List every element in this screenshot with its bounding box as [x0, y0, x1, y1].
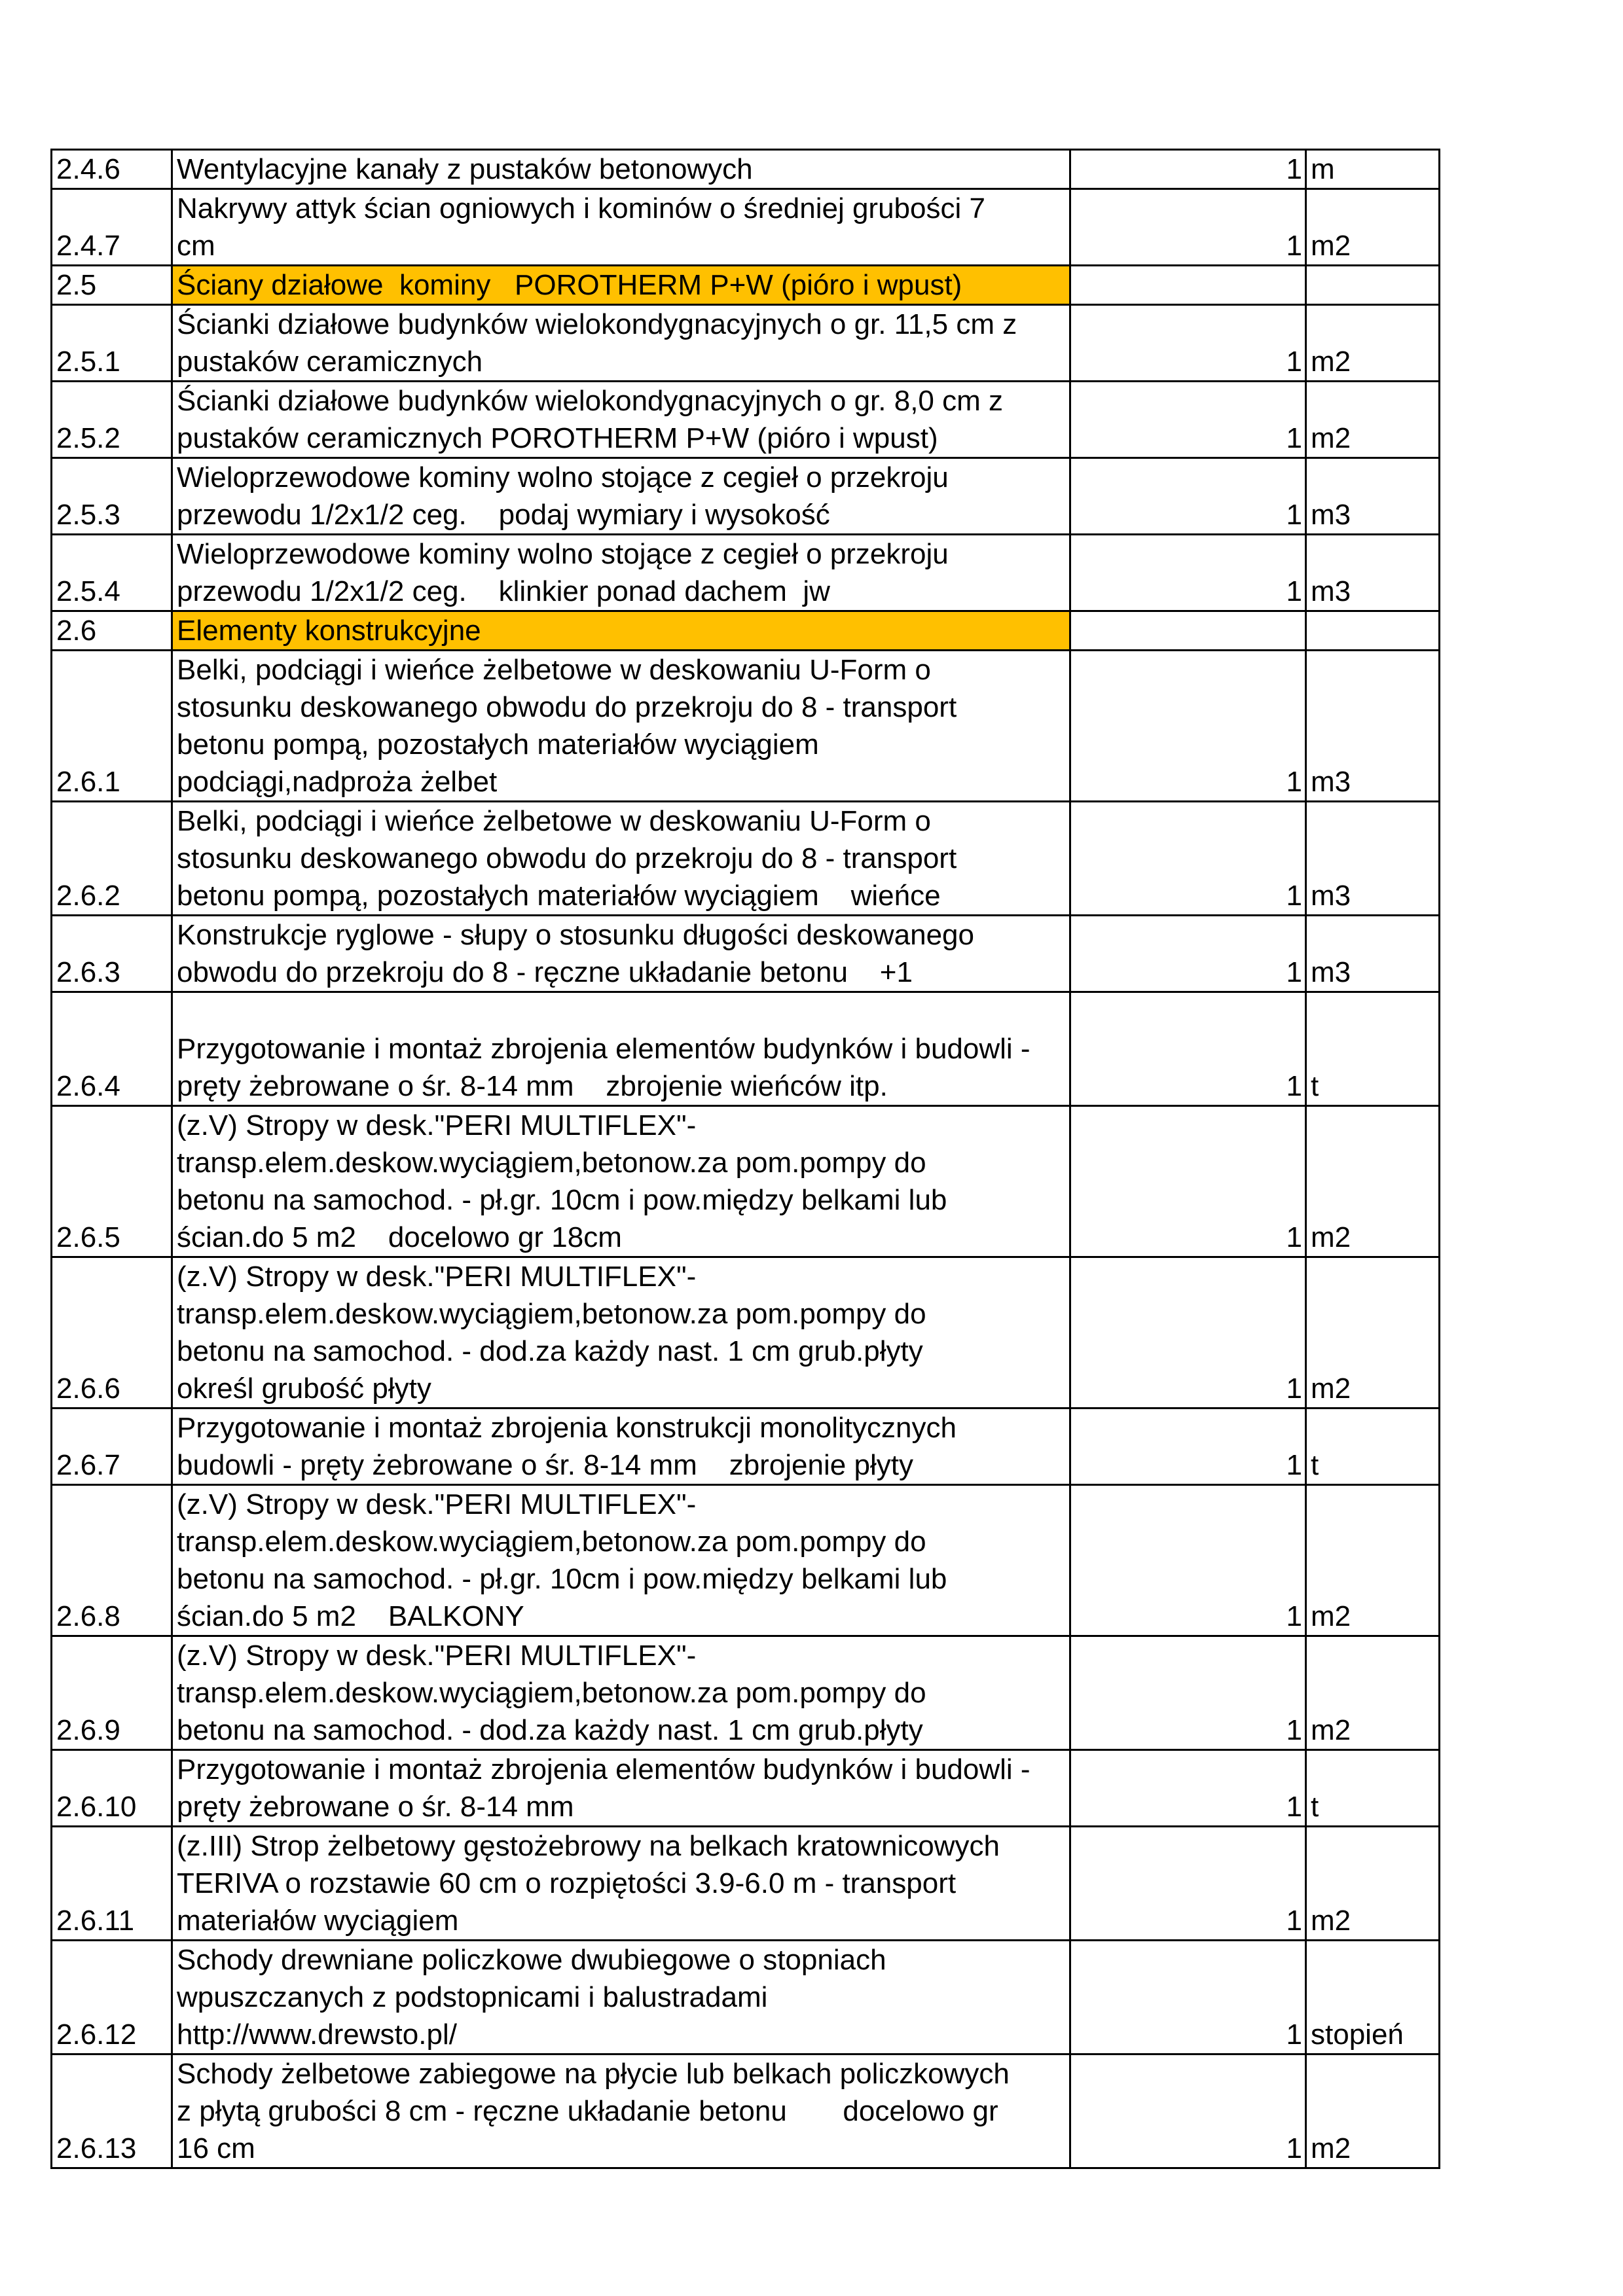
item-number: 2.6.6 [52, 1257, 172, 1408]
item-description: Ścianki działowe budynków wielokondygnacyjnych o gr. 11,5 cm z pustaków ceramicznych [172, 305, 1070, 382]
item-number: 2.4.7 [52, 189, 172, 266]
item-quantity: 1 [1070, 1485, 1306, 1636]
table-row [52, 150, 1440, 189]
item-description: (z.V) Stropy w desk."PERI MULTIFLEX"- transp.elem.deskow.wyciągiem,betonow.za pom.pompy do betonu na samochod. - pł.gr. 10cm i pow.między belkami lub ścian.do 5 m2 BALKONY [172, 1485, 1070, 1636]
item-unit: m3 [1306, 916, 1440, 992]
item-number: 2.5 [52, 266, 172, 305]
item-quantity: 1 [1070, 916, 1306, 992]
item-quantity: 1 [1070, 1636, 1306, 1750]
item-description: Wieloprzewodowe kominy wolno stojące z cegieł o przekroju przewodu 1/2x1/2 ceg. klinkier ponad dachem jw [172, 535, 1070, 611]
item-quantity: 1 [1070, 1257, 1306, 1408]
item-unit: m3 [1306, 458, 1440, 535]
item-unit: t [1306, 1750, 1440, 1827]
item-number: 2.5.3 [52, 458, 172, 535]
table-row [52, 189, 1440, 266]
item-quantity: 1 [1070, 651, 1306, 802]
item-description: Konstrukcje ryglowe - słupy o stosunku długości deskowanego obwodu do przekroju do 8 - ręczne układanie betonu +1 [172, 916, 1070, 992]
item-quantity: 1 [1070, 458, 1306, 535]
section-row [52, 266, 1440, 305]
item-description: Ściany działowe kominy POROTHERM P+W (pióro i wpust) [172, 266, 1070, 305]
item-quantity: 1 [1070, 1408, 1306, 1485]
item-unit: m2 [1306, 1485, 1440, 1636]
item-quantity: 1 [1070, 535, 1306, 611]
item-number: 2.6.1 [52, 651, 172, 802]
table-row [52, 305, 1440, 382]
table-row [52, 1827, 1440, 1941]
table-row [52, 802, 1440, 916]
item-number: 2.5.4 [52, 535, 172, 611]
item-quantity: 1 [1070, 1106, 1306, 1257]
table-row [52, 1750, 1440, 1827]
item-unit: m2 [1306, 382, 1440, 458]
table-row [52, 382, 1440, 458]
item-description: Elementy konstrukcyjne [172, 611, 1070, 651]
item-quantity: 1 [1070, 305, 1306, 382]
item-unit: m2 [1306, 1827, 1440, 1941]
item-description: Schody drewniane policzkowe dwubiegowe o stopniach wpuszczanych z podstopnicami i balustradami http://www.drewsto.pl/ [172, 1941, 1070, 2054]
table-row [52, 1636, 1440, 1750]
item-number: 2.6.10 [52, 1750, 172, 1827]
item-description: (z.V) Stropy w desk."PERI MULTIFLEX"- transp.elem.deskow.wyciągiem,betonow.za pom.pompy do betonu na samochod. - dod.za każdy nast. 1 cm grub.płyty [172, 1636, 1070, 1750]
item-quantity: 1 [1070, 1750, 1306, 1827]
item-description: (z.V) Stropy w desk."PERI MULTIFLEX"- transp.elem.deskow.wyciągiem,betonow.za pom.pompy do betonu na samochod. - pł.gr. 10cm i pow.między belkami lub ścian.do 5 m2 docelowo gr 18cm [172, 1106, 1070, 1257]
item-quantity: 1 [1070, 1827, 1306, 1941]
item-unit: t [1306, 1408, 1440, 1485]
item-unit: m2 [1306, 1106, 1440, 1257]
item-unit: m [1306, 150, 1440, 189]
item-unit: m2 [1306, 305, 1440, 382]
item-quantity: 1 [1070, 150, 1306, 189]
item-number: 2.4.6 [52, 150, 172, 189]
item-quantity: 1 [1070, 1941, 1306, 2054]
cost-estimate-table [50, 149, 1440, 2169]
item-unit: m3 [1306, 651, 1440, 802]
item-description: Nakrywy attyk ścian ogniowych i kominów o średniej grubości 7 cm [172, 189, 1070, 266]
item-quantity [1070, 611, 1306, 651]
item-quantity: 1 [1070, 992, 1306, 1106]
table-row [52, 1106, 1440, 1257]
table-row [52, 1408, 1440, 1485]
table-body [52, 150, 1440, 2168]
item-quantity [1070, 266, 1306, 305]
section-row [52, 611, 1440, 651]
item-unit: m3 [1306, 535, 1440, 611]
item-description: Przygotowanie i montaż zbrojenia elementów budynków i budowli - pręty żebrowane o śr. 8-14 mm [172, 1750, 1070, 1827]
table-row [52, 651, 1440, 802]
item-unit: m2 [1306, 2054, 1440, 2168]
item-number: 2.6.5 [52, 1106, 172, 1257]
table-row [52, 535, 1440, 611]
item-number: 2.6.2 [52, 802, 172, 916]
item-number: 2.6 [52, 611, 172, 651]
item-quantity: 1 [1070, 382, 1306, 458]
table-row [52, 1941, 1440, 2054]
item-quantity: 1 [1070, 2054, 1306, 2168]
item-description: Wieloprzewodowe kominy wolno stojące z cegieł o przekroju przewodu 1/2x1/2 ceg. podaj wymiary i wysokość [172, 458, 1070, 535]
item-unit: m3 [1306, 802, 1440, 916]
item-description: Przygotowanie i montaż zbrojenia elementów budynków i budowli - pręty żebrowane o śr. 8-14 mm zbrojenie wieńców itp. [172, 992, 1070, 1106]
item-number: 2.6.11 [52, 1827, 172, 1941]
item-number: 2.6.4 [52, 992, 172, 1106]
item-number: 2.6.13 [52, 2054, 172, 2168]
item-number: 2.6.8 [52, 1485, 172, 1636]
item-quantity: 1 [1070, 189, 1306, 266]
item-description: Przygotowanie i montaż zbrojenia konstrukcji monolitycznych budowli - pręty żebrowane o śr. 8-14 mm zbrojenie płyty [172, 1408, 1070, 1485]
item-unit: t [1306, 992, 1440, 1106]
item-description: Schody żelbetowe zabiegowe na płycie lub belkach policzkowych z płytą grubości 8 cm - ręczne układanie betonu docelowo gr 16 cm [172, 2054, 1070, 2168]
item-number: 2.6.12 [52, 1941, 172, 2054]
item-description: Belki, podciągi i wieńce żelbetowe w deskowaniu U-Form o stosunku deskowanego obwodu do przekroju do 8 - transport betonu pompą, pozostałych materiałów wyciągiem wieńce [172, 802, 1070, 916]
item-unit: stopień [1306, 1941, 1440, 2054]
item-number: 2.5.2 [52, 382, 172, 458]
item-number: 2.6.9 [52, 1636, 172, 1750]
item-number: 2.6.3 [52, 916, 172, 992]
item-unit [1306, 611, 1440, 651]
item-quantity: 1 [1070, 802, 1306, 916]
item-description: Wentylacyjne kanały z pustaków betonowych [172, 150, 1070, 189]
table-row [52, 1485, 1440, 1636]
item-description: (z.V) Stropy w desk."PERI MULTIFLEX"- transp.elem.deskow.wyciągiem,betonow.za pom.pompy do betonu na samochod. - dod.za każdy nast. 1 cm grub.płyty określ grubość płyty [172, 1257, 1070, 1408]
table-row [52, 458, 1440, 535]
item-description: (z.III) Strop żelbetowy gęstożebrowy na belkach kratownicowych TERIVA o rozstawie 60 cm o rozpiętości 3.9-6.0 m - transport materiałów wyciągiem [172, 1827, 1070, 1941]
table-row [52, 916, 1440, 992]
table-row [52, 1257, 1440, 1408]
table-row [52, 2054, 1440, 2168]
table-row [52, 992, 1440, 1106]
item-unit: m2 [1306, 1257, 1440, 1408]
item-unit: m2 [1306, 1636, 1440, 1750]
item-unit: m2 [1306, 189, 1440, 266]
item-description: Belki, podciągi i wieńce żelbetowe w deskowaniu U-Form o stosunku deskowanego obwodu do przekroju do 8 - transport betonu pompą, pozostałych materiałów wyciągiem podciągi,nadproża żelbet [172, 651, 1070, 802]
item-number: 2.6.7 [52, 1408, 172, 1485]
item-unit [1306, 266, 1440, 305]
item-number: 2.5.1 [52, 305, 172, 382]
item-description: Ścianki działowe budynków wielokondygnacyjnych o gr. 8,0 cm z pustaków ceramicznych POROTHERM P+W (pióro i wpust) [172, 382, 1070, 458]
